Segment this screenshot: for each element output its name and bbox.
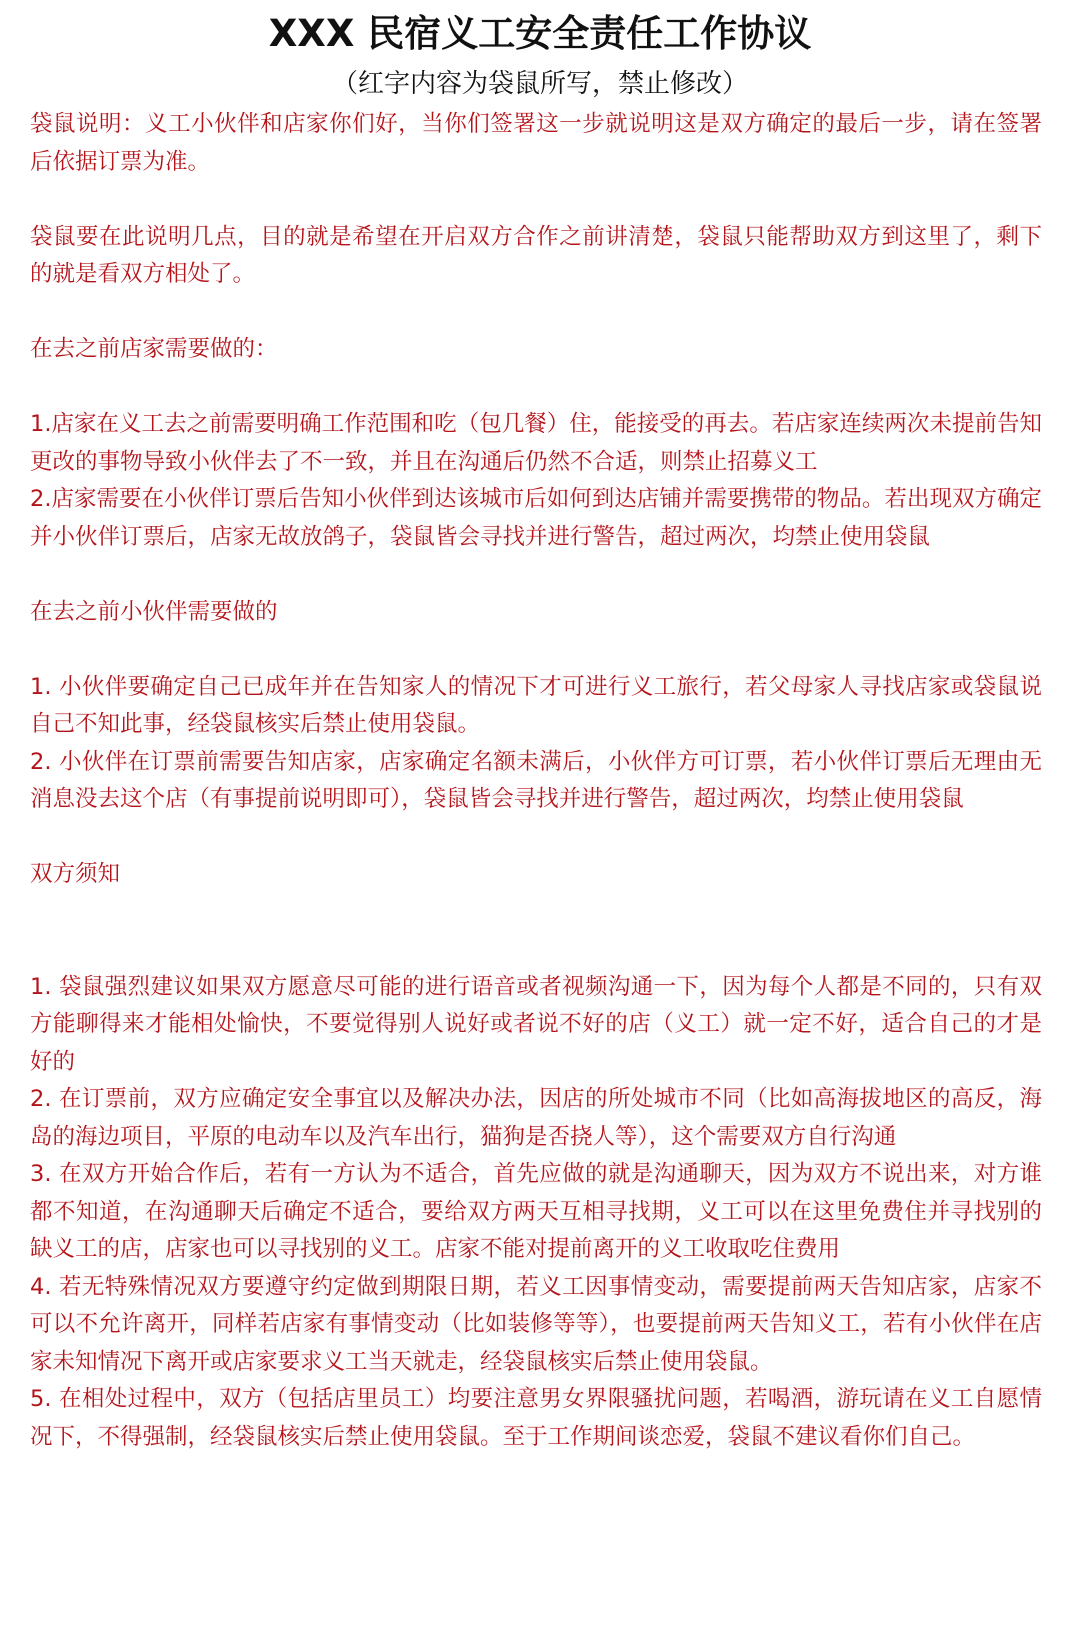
- intro-paragraph: 袋鼠说明：义工小伙伴和店家你们好，当你们签署这一步就说明这是双方确定的最后一步，请在签署后依据订票为准。: [30, 111, 1042, 175]
- section-heading-host: 在去之前店家需要做的：: [30, 336, 278, 362]
- section-heading-volunteer: 在去之前小伙伴需要做的: [30, 598, 278, 625]
- mutual-rule-3: 3. 在双方开始合作后，若有一方认为不适合，首先应做的就是沟通聊天，因为双方不说出来，对方谁都不知道，在沟通聊天后确定不适合，要给双方两天互相寻找期，义工可以在这里免费住并寻找别的缺义工的店，店家也可以寻找别的义工。店家不能对提前离开的义工收取吃住费用: [30, 1161, 1042, 1262]
- mutual-rule-5: 5. 在相处过程中，双方（包括店里员工）均要注意男女界限骚扰问题，若喝酒，游玩请在义工自愿情况下，不得强制，经袋鼠核实后禁止使用袋鼠。至于工作期间谈恋爱，袋鼠不建议看你们自己。: [30, 1386, 1042, 1450]
- volunteer-rule-2: 2. 小伙伴在订票前需要告知店家，店家确定名额未满后，小伙伴方可订票，若小伙伴订票后无理由无消息没去这个店（有事提前说明即可），袋鼠皆会寻找并进行警告，超过两次，均禁止使用袋鼠: [30, 748, 1042, 812]
- mutual-rule-4: 4. 若无特殊情况双方要遵守约定做到期限日期，若义工因事情变动，需要提前两天告知店家，店家不可以不允许离开，同样若店家有事情变动（比如装修等等），也要提前两天告知义工，若有小伙伴在店家未知情况下离开或店家要求义工当天就走，经袋鼠核实后禁止使用袋鼠。: [30, 1273, 1042, 1375]
- document-body: [30, 106, 1042, 1456]
- volunteer-rule-1: 1. 小伙伴要确定自己已成年并在告知家人的情况下才可进行义工旅行，若父母家人寻找店家或袋鼠说自己不知此事，经袋鼠核实后禁止使用袋鼠。: [30, 673, 1042, 737]
- document-subtitle: （红字内容为袋鼠所写，禁止修改）: [331, 69, 748, 99]
- section-heading-mutual: 双方须知: [30, 861, 121, 887]
- purpose-paragraph: 袋鼠要在此说明几点，目的就是希望在开启双方合作之前讲清楚，袋鼠只能帮助双方到这里了，剩下的就是看双方相处了。: [30, 223, 1042, 287]
- document-title: XXX 民宿义工安全责任工作协议: [268, 12, 812, 55]
- mutual-rule-2: 2. 在订票前，双方应确定安全事宜以及解决办法，因店的所处城市不同（比如高海拔地区的高反，海岛的海边项目，平原的电动车以及汽车出行，猫狗是否挠人等），这个需要双方自行沟通: [30, 1086, 1042, 1150]
- host-rule-1: 1.店家在义工去之前需要明确工作范围和吃（包几餐）住，能接受的再去。若店家连续两次未提前告知更改的事物导致小伙伴去了不一致，并且在沟通后仍然不合适，则禁止招募义工: [30, 411, 1042, 475]
- host-rule-2: 2.店家需要在小伙伴订票后告知小伙伴到达该城市后如何到达店铺并需要携带的物品。若出现双方确定并小伙伴订票后，店家无故放鸽子，袋鼠皆会寻找并进行警告，超过两次，均禁止使用袋鼠: [30, 486, 1042, 550]
- mutual-rule-1: 1. 袋鼠强烈建议如果双方愿意尽可能的进行语音或者视频沟通一下，因为每个人都是不同的，只有双方能聊得来才能相处愉快，不要觉得别人说好或者说不好的店（义工）就一定不好，适合自己的才是好的: [30, 973, 1042, 1075]
